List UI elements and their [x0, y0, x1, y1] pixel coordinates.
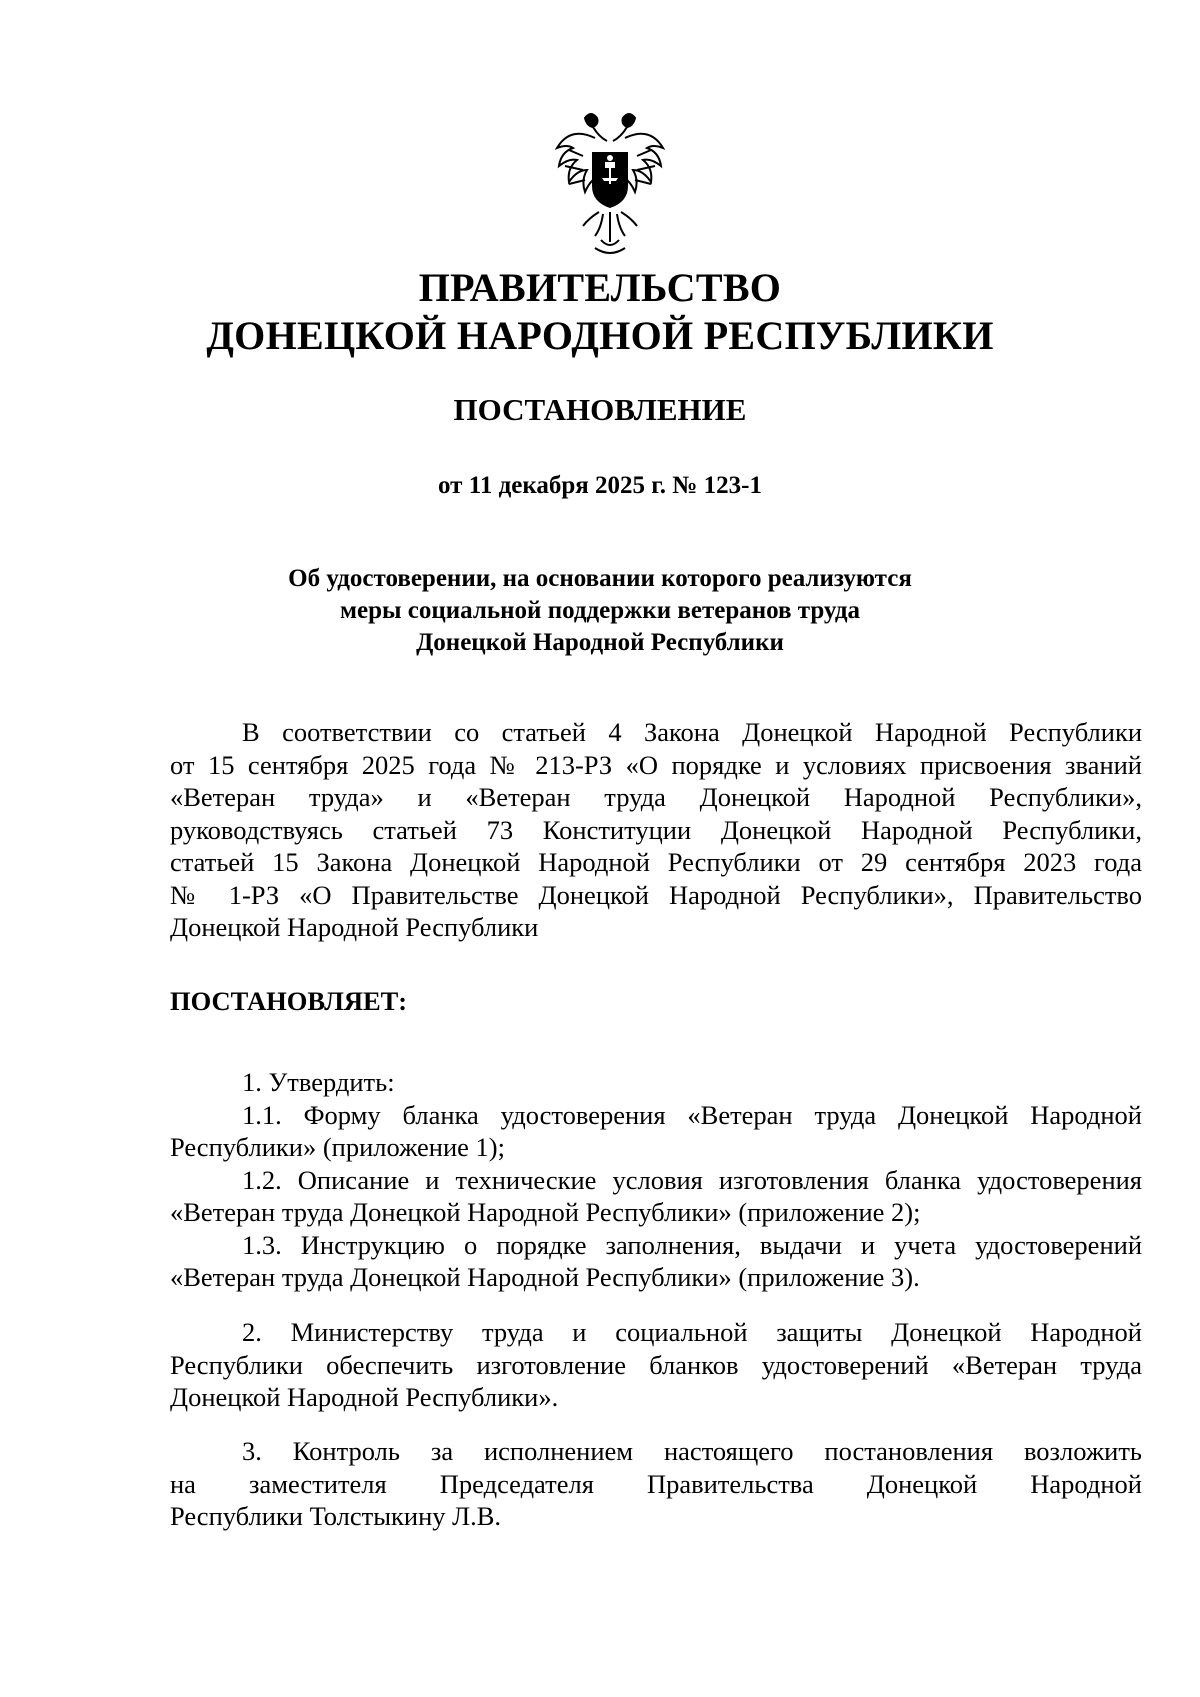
item-line: 1.2. Описание и технические условия изготовления бланка удостоверения	[242, 1164, 1142, 1195]
preamble-line: статьей 15 Закона Донецкой Народной Республики от 29 сентября 2023 года	[170, 847, 1142, 877]
preamble-paragraph	[170, 716, 1142, 944]
preamble-line: «Ветеран труда» и «Ветеран труда Донецкой Народной Республики»,	[170, 782, 1142, 812]
preamble-line: № 1-РЗ «О Правительстве Донецкой Народной Республики», Правительство	[170, 879, 1142, 910]
government-title-line1: ПРАВИТЕЛЬСТВО	[418, 265, 782, 310]
item-line: 3. Контроль за исполнением настоящего постановления возложить	[242, 1436, 1142, 1466]
decree-word: ПОСТАНОВЛЯЕТ:	[170, 986, 408, 1016]
item-3	[170, 1435, 1142, 1533]
government-title-line2: ДОНЕЦКОЙ НАРОДНОЙ РЕСПУБЛИКИ	[206, 313, 994, 358]
item-line: Республики» (приложение 1);	[170, 1132, 505, 1162]
item-line: Республики Толстыкину Л.В.	[170, 1501, 502, 1531]
item-line: «Ветеран труда Донецкой Народной Республики» (приложение 3).	[170, 1262, 920, 1292]
item-line: Республики обеспечить изготовление бланков удостоверений «Ветеран труда	[170, 1349, 1142, 1380]
preamble-line: руководствуясь статьей 73 Конституции Донецкой Народной Республики,	[170, 814, 1142, 845]
item-line: 1. Утвердить:	[242, 1067, 395, 1097]
document-type: ПОСТАНОВЛЕНИЕ	[453, 392, 747, 427]
dpr-coat-of-arms-icon	[555, 108, 665, 256]
document-subject	[0, 563, 1200, 659]
document-date-number: от 11 декабря 2025 г. № 123-1	[438, 472, 762, 499]
item-line: 2. Министерству труда и социальной защиты Донецкой Народной	[242, 1317, 1142, 1347]
subject-line: Об удостоверении, на основании которого реализуются	[288, 565, 912, 592]
item-line: «Ветеран труда Донецкой Народной Республики» (приложение 2);	[170, 1197, 921, 1227]
subject-line: меры социальной поддержки ветеранов труда	[339, 597, 861, 624]
item-2	[170, 1316, 1142, 1414]
item-line: на заместителя Председателя Правительства Донецкой Народной	[170, 1468, 1142, 1499]
preamble-line: Донецкой Народной Республики	[170, 912, 539, 942]
item-line: 1.3. Инструкцию о порядке заполнения, выдачи и учета удостоверений	[242, 1229, 1142, 1260]
item-line: 1.1. Форму бланка удостоверения «Ветеран труда Донецкой Народной	[242, 1099, 1142, 1130]
item-1	[170, 1066, 1142, 1294]
preamble-line: В соответствии со статьей 4 Закона Донецкой Народной Республики	[242, 717, 1142, 747]
subject-line: Донецкой Народной Республики	[416, 629, 784, 656]
preamble-line: от 15 сентября 2025 года № 213-РЗ «О порядке и условиях присвоения званий	[170, 749, 1142, 780]
item-line: Донецкой Народной Республики».	[170, 1382, 559, 1412]
